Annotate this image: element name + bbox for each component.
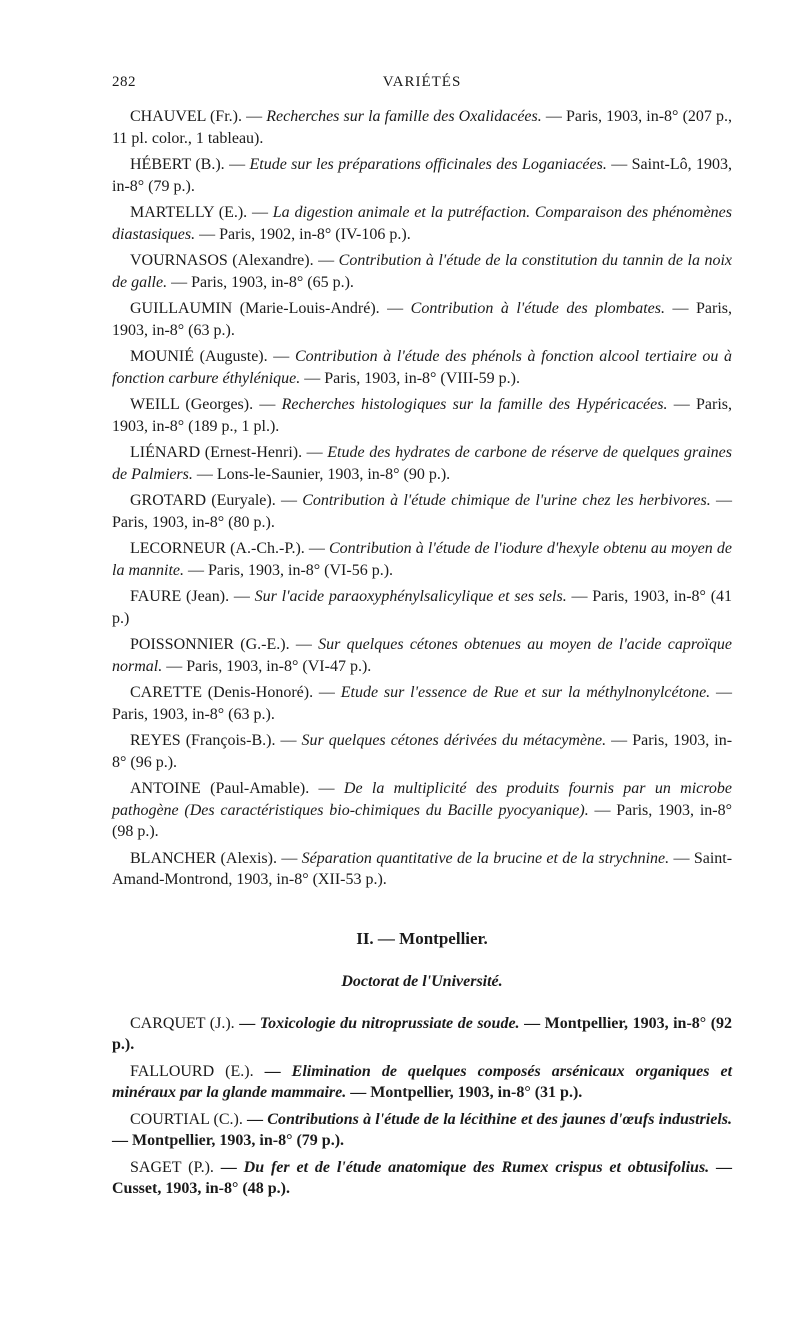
entry-author: MARTELLY (E.). <box>130 204 248 221</box>
entry-author: CHAUVEL (Fr.). <box>130 108 242 125</box>
bibliography-entry: WEILL (Georges). — Recherches histologiques sur la famille des Hypéricacées. — Paris, 1903, in-8° (189 p., 1 pl.). <box>112 396 733 435</box>
entry-author: COURTIAL (C.). <box>130 1110 243 1128</box>
entry-author: FALLOURD (E.). <box>130 1062 254 1080</box>
entry-publication: Paris, 1903, in-8° (41 p.) <box>112 588 733 627</box>
entry-author: LIÉNARD (Ernest-Henri). <box>130 444 303 461</box>
entry-author: LECORNEUR (A.-Ch.-P.). <box>130 540 305 557</box>
entry-author: ANTOINE (Paul-Amable). <box>130 780 310 797</box>
entry-author: REYES (François-B.). <box>130 732 276 749</box>
bibliography-list <box>112 106 732 891</box>
entry-title: La digestion animale et la putréfaction. Comparaison des phénomènes diastasiques. <box>112 204 732 243</box>
entry-title: Contribution à l'étude de la constitution du tannin de la noix de galle. <box>112 252 733 291</box>
entry-title: Etude sur les préparations officinales des Loganiacées. <box>249 156 607 173</box>
entry-author: BLANCHER (Alexis). <box>130 849 277 867</box>
entry-title: Etude des hydrates de carbone de réserve de quelques graines de Palmiers. <box>112 444 733 483</box>
entry-author: HÉBERT (B.). <box>130 156 225 173</box>
bibliography-entry: HÉBERT (B.). — Etude sur les préparations officinales des Loganiacées. — Saint-Lô, 1903, in-8° (79 p.). <box>112 156 733 195</box>
entry-publication: Paris, 1903, in-8° (65 p.). <box>191 273 354 291</box>
entry-author: CARQUET (J.). <box>130 1014 235 1032</box>
entry-author: GUILLAUMIN (Marie-Louis-André). <box>130 300 380 317</box>
bibliography-entry: GUILLAUMIN (Marie-Louis-André). — Contribution à l'étude des plombates. — Paris, 1903, in-8° (63 p.). <box>112 300 733 339</box>
entry-publication: Montpellier, 1903, in-8° (31 p.). <box>370 1084 583 1101</box>
entry-author: MOUNIÉ (Auguste). <box>130 348 268 365</box>
entry-title: Etude sur l'essence de Rue et sur la méthylnonylcétone. <box>340 684 711 701</box>
entry-publication: Paris, 1903, in-8° (96 p.). <box>112 732 733 771</box>
bibliography-entry: FALLOURD (E.). — Elimination de quelques composés arsénicaux organiques et minéraux par la glande mammaire. — Montpellier, 1903, in-8° (31 p.). <box>112 1062 733 1101</box>
bibliography-entry: GROTARD (Euryale). — Contribution à l'étude chimique de l'urine chez les herbivores. — Paris, 1903, in-8° (80 p.). <box>112 492 732 531</box>
entry-title: Contribution à l'étude des plombates. <box>410 300 665 317</box>
entry-publication: Paris, 1903, in-8° (189 p., 1 pl.). <box>112 396 733 435</box>
entry-title: Elimination de quelques composés arsénicaux organiques et minéraux par la glande mammaire. <box>112 1062 733 1101</box>
running-title: VARIÉTÉS <box>382 74 462 90</box>
entry-publication: Lons-le-Saunier, 1903, in-8° (90 p.). <box>216 465 451 483</box>
entry-title: Sur quelques cétones dérivées du métacymène. <box>301 732 607 749</box>
entry-title: Sur l'acide paraoxyphénylsalicylique et ses sels. <box>254 588 567 605</box>
document-page <box>112 74 732 1205</box>
bibliography-entry: LECORNEUR (A.-Ch.-P.). — Contribution à l'étude de l'iodure d'hexyle obtenu au moyen de la mannite. — Paris, 1903, in-8° (VI-56 p.). <box>112 540 732 579</box>
entry-author: POISSONNIER (G.-E.). <box>130 636 290 653</box>
entry-title: Contributions à l'étude de la lécithine et des jaunes d'œufs industriels. <box>267 1110 732 1128</box>
entry-title: Contribution à l'étude des phénols à fonction alcool tertiaire ou à fonction carbure éthylénique. <box>112 348 733 387</box>
running-head <box>112 74 732 100</box>
entry-title: Sur quelques cétones obtenues au moyen de l'acide caproïque normal. <box>112 636 733 675</box>
page-number: 282 <box>112 74 136 90</box>
bibliography-entry: VOURNASOS (Alexandre). — Contribution à l'étude de la constitution du tannin de la noix de galle. — Paris, 1903, in-8° (65 p.). <box>112 252 733 291</box>
entry-publication: Paris, 1903, in-8° (98 p.). <box>112 801 732 840</box>
entry-title: Séparation quantitative de la brucine et de la strychnine. <box>301 849 670 867</box>
bibliography-entry: CARETTE (Denis-Honoré). — Etude sur l'essence de Rue et sur la méthylnonylcétone. — Paris, 1903, in-8° (63 p.). <box>112 684 732 723</box>
bibliography-entry: POISSONNIER (G.-E.). — Sur quelques cétones obtenues au moyen de l'acide caproïque normal. — Paris, 1903, in-8° (VI-47 p.). <box>112 636 733 675</box>
entry-publication: Montpellier, 1903, in-8° (92 p.). <box>112 1014 733 1053</box>
entry-publication: Paris, 1903, in-8° (63 p.). <box>112 705 275 723</box>
entry-title: Du fer et de l'étude anatomique des Rumex crispus et obtusifolius. <box>243 1158 710 1176</box>
bibliography-entry: SAGET (P.). — Du fer et de l'étude anatomique des Rumex crispus et obtusifolius. — Cusset, 1903, in-8° (48 p.). <box>112 1158 733 1197</box>
bibliography-entry: ANTOINE (Paul-Amable). — De la multiplicité des produits fournis par un microbe pathogène (Des caractéristiques bio-chimiques du Bacille pyocyanique). — Paris, 1903, in-8° (98 p.). <box>112 780 732 840</box>
entry-publication: Saint-Amand-Montrond, 1903, in-8° (XII-53 p.). <box>112 849 733 888</box>
bibliography-list-montpellier <box>112 1013 732 1200</box>
entry-publication: Paris, 1903, in-8° (207 p., 11 pl. color., 1 tableau). <box>112 108 733 147</box>
entry-title: Contribution à l'étude de l'iodure d'hexyle obtenu au moyen de la mannite. <box>112 540 732 579</box>
entry-author: FAURE (Jean). <box>130 588 230 605</box>
entry-author: WEILL (Georges). <box>130 396 254 413</box>
entry-publication: Paris, 1903, in-8° (VIII-59 p.). <box>324 369 520 387</box>
entry-title: Toxicologie du nitroprussiate de soude. <box>259 1014 520 1032</box>
entry-publication: Cusset, 1903, in-8° (48 p.). <box>112 1180 290 1197</box>
entry-title: De la multiplicité des produits fournis par un microbe pathogène (Des caractéristiques bio-chimiques du Bacille pyocyanique). <box>112 780 732 819</box>
entry-author: CARETTE (Denis-Honoré). <box>130 684 314 701</box>
bibliography-entry: MARTELLY (E.). — La digestion animale et la putréfaction. Comparaison des phénomènes diastasiques. — Paris, 1902, in-8° (IV-106 p.). <box>112 204 732 243</box>
entry-publication: Montpellier, 1903, in-8° (79 p.). <box>132 1132 345 1149</box>
bibliography-entry: COURTIAL (C.). — Contributions à l'étude de la lécithine et des jaunes d'œufs industriels. — Montpellier, 1903, in-8° (79 p.). <box>112 1110 732 1149</box>
entry-publication: Paris, 1902, in-8° (IV-106 p.). <box>219 225 411 243</box>
bibliography-entry: FAURE (Jean). — Sur l'acide paraoxyphénylsalicylique et ses sels. — Paris, 1903, in-8° (41 p.) <box>112 588 733 627</box>
bibliography-entry: CHAUVEL (Fr.). — Recherches sur la famille des Oxalidacées. — Paris, 1903, in-8° (207 p., 11 pl. color., 1 tableau). <box>112 108 733 147</box>
entry-title: Contribution à l'étude chimique de l'urine chez les herbivores. <box>302 492 711 509</box>
entry-publication: Paris, 1903, in-8° (63 p.). <box>112 300 733 339</box>
section-heading: II. — Montpellier. <box>356 928 488 948</box>
entry-publication: Paris, 1903, in-8° (VI-47 p.). <box>186 657 372 675</box>
bibliography-entry: LIÉNARD (Ernest-Henri). — Etude des hydrates de carbone de réserve de quelques graines de Palmiers. — Lons-le-Saunier, 1903, in-8° (90 p.). <box>112 444 733 483</box>
entry-publication: Paris, 1903, in-8° (VI-56 p.). <box>208 561 394 579</box>
bibliography-entry: BLANCHER (Alexis). — Séparation quantitative de la brucine et de la strychnine. — Saint-Amand-Montrond, 1903, in-8° (XII-53 p.). <box>112 849 733 888</box>
bibliography-entry: REYES (François-B.). — Sur quelques cétones dérivées du métacymène. — Paris, 1903, in-8° (96 p.). <box>112 732 733 771</box>
entry-author: GROTARD (Euryale). <box>130 492 276 509</box>
entry-publication: Paris, 1903, in-8° (80 p.). <box>112 513 275 531</box>
entry-title: Recherches sur la famille des Oxalidacées. <box>266 108 542 125</box>
entry-title: Recherches histologiques sur la famille des Hypéricacées. <box>281 396 668 413</box>
entry-author: VOURNASOS (Alexandre). <box>130 252 314 269</box>
entry-author: SAGET (P.). <box>130 1158 214 1176</box>
bibliography-entry: CARQUET (J.). — Toxicologie du nitroprussiate de soude. — Montpellier, 1903, in-8° (92 p.). <box>112 1014 733 1053</box>
bibliography-entry: MOUNIÉ (Auguste). — Contribution à l'étude des phénols à fonction alcool tertiaire ou à fonction carbure éthylénique. — Paris, 1903, in-8° (VIII-59 p.). <box>112 348 733 387</box>
entry-publication: Saint-Lô, 1903, in-8° (79 p.). <box>112 156 733 195</box>
section-subheading: Doctorat de l'Université. <box>341 972 503 990</box>
